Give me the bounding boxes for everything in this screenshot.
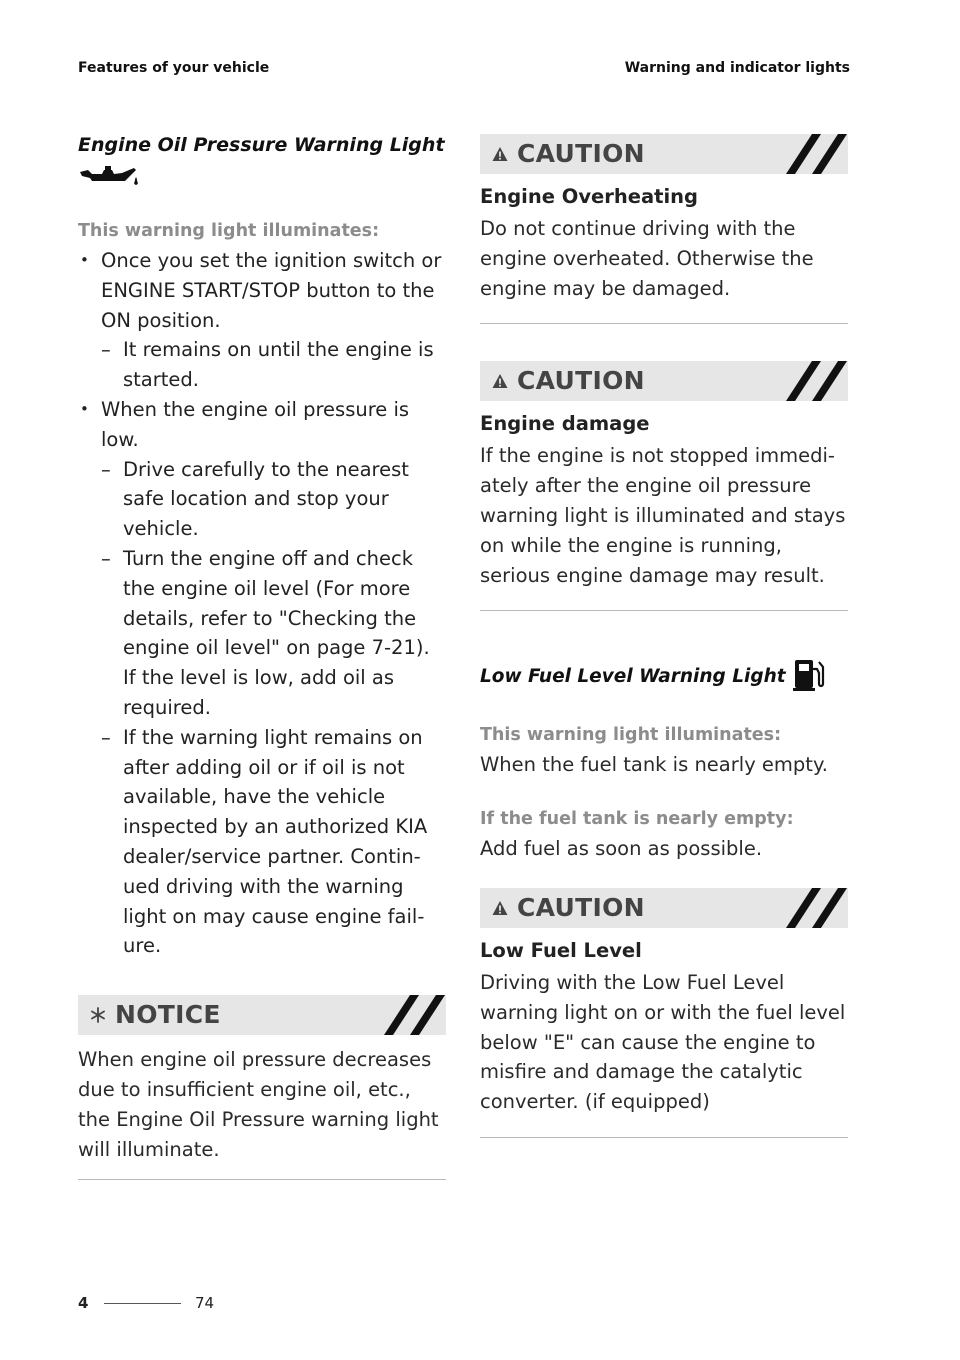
fuel-empty-text: Add fuel as soon as possible.	[480, 837, 763, 861]
caution-label: CAUTION	[517, 366, 645, 396]
divider	[78, 1179, 446, 1180]
fuel-illuminates-text: When the fuel tank is nearly empty.	[480, 753, 828, 777]
footer-divider	[104, 1303, 181, 1304]
caution-text: If the engine is not stopped immediately after the engine oil pressure warning light is illuminated and stays on while the engine is running, serious engine damage may result.	[480, 444, 846, 587]
fuel-empty-subheading: If the fuel tank is nearly empty:	[480, 809, 794, 830]
section-title-low-fuel: Low Fuel Level Warning Light	[480, 666, 786, 688]
warning-triangle-icon	[492, 900, 508, 920]
notice-banner	[78, 995, 446, 1035]
right-column	[480, 134, 848, 1138]
bullet-text: Once you set the ignition switch or ENGINE START/STOP button to the ON position.	[101, 249, 442, 332]
left-column	[78, 130, 446, 1180]
page-number: 74	[195, 1294, 215, 1312]
divider	[480, 323, 848, 324]
chapter-number: 4	[78, 1294, 89, 1312]
list-item	[78, 246, 446, 395]
section-title-oil-pressure: Engine Oil Pressure Warning Light	[78, 134, 445, 156]
divider	[480, 610, 848, 611]
running-header-right: Warning and indicator lights	[624, 60, 850, 76]
list-item: – Turn the engine off and check the engine oil level (For more details, refer to "Checking the engine oil level" on page 7-21). If the level is low, add oil as required.	[101, 544, 446, 723]
caution-label: CAUTION	[517, 139, 645, 168]
asterisk-icon	[90, 1007, 106, 1027]
illuminates-subheading: This warning light illuminates:	[78, 221, 380, 241]
caution-banner	[480, 134, 848, 174]
list-item: – It remains on until the engine is started.	[101, 335, 446, 395]
notice-text: When engine oil pressure decreases due to insufficient engine oil, etc., the Engine Oil Pressure warning light will illuminate.	[78, 1048, 439, 1161]
notice-label: NOTICE	[115, 1000, 221, 1030]
list-item: – Drive carefully to the nearest safe location and stop your vehicle.	[101, 455, 446, 544]
divider	[480, 1137, 848, 1138]
caution-heading: Engine Overheating	[480, 185, 698, 208]
list-item: – If the warning light remains on after adding oil or if oil is not available, have the vehicle inspected by an authorized KIA dealer/service partner. Continued driving with the warning light on may cause engine failure.	[101, 723, 446, 961]
running-header-left: Features of your vehicle	[78, 60, 270, 76]
caution-banner	[480, 361, 848, 401]
banner-stripes	[778, 134, 848, 174]
oil-pressure-icon	[78, 164, 446, 198]
banner-stripes	[778, 361, 848, 401]
caution-text: Driving with the Low Fuel Level warning light on or with the fuel level below "E" can cause the engine to misfire and damage the catalytic converter. (if equipped)	[480, 970, 846, 1114]
caution-banner	[480, 888, 848, 928]
banner-stripes	[376, 995, 446, 1035]
list-item	[78, 395, 446, 961]
caution-heading: Low Fuel Level	[480, 938, 642, 962]
banner-stripes	[778, 888, 848, 928]
caution-label: CAUTION	[517, 892, 645, 922]
fuel-section-heading	[480, 657, 848, 697]
bullet-text: When the engine oil pressure is low.	[101, 397, 410, 451]
warning-triangle-icon	[492, 373, 508, 393]
caution-heading: Engine damage	[480, 412, 650, 436]
fuel-pump-icon	[792, 657, 828, 697]
warning-triangle-icon	[492, 146, 508, 166]
caution-text: Do not continue driving with the engine overheated. Otherwise the engine may be damaged.	[480, 217, 814, 300]
illumination-conditions-list	[78, 246, 446, 961]
fuel-illuminates-subheading: This warning light illuminates:	[480, 725, 782, 746]
